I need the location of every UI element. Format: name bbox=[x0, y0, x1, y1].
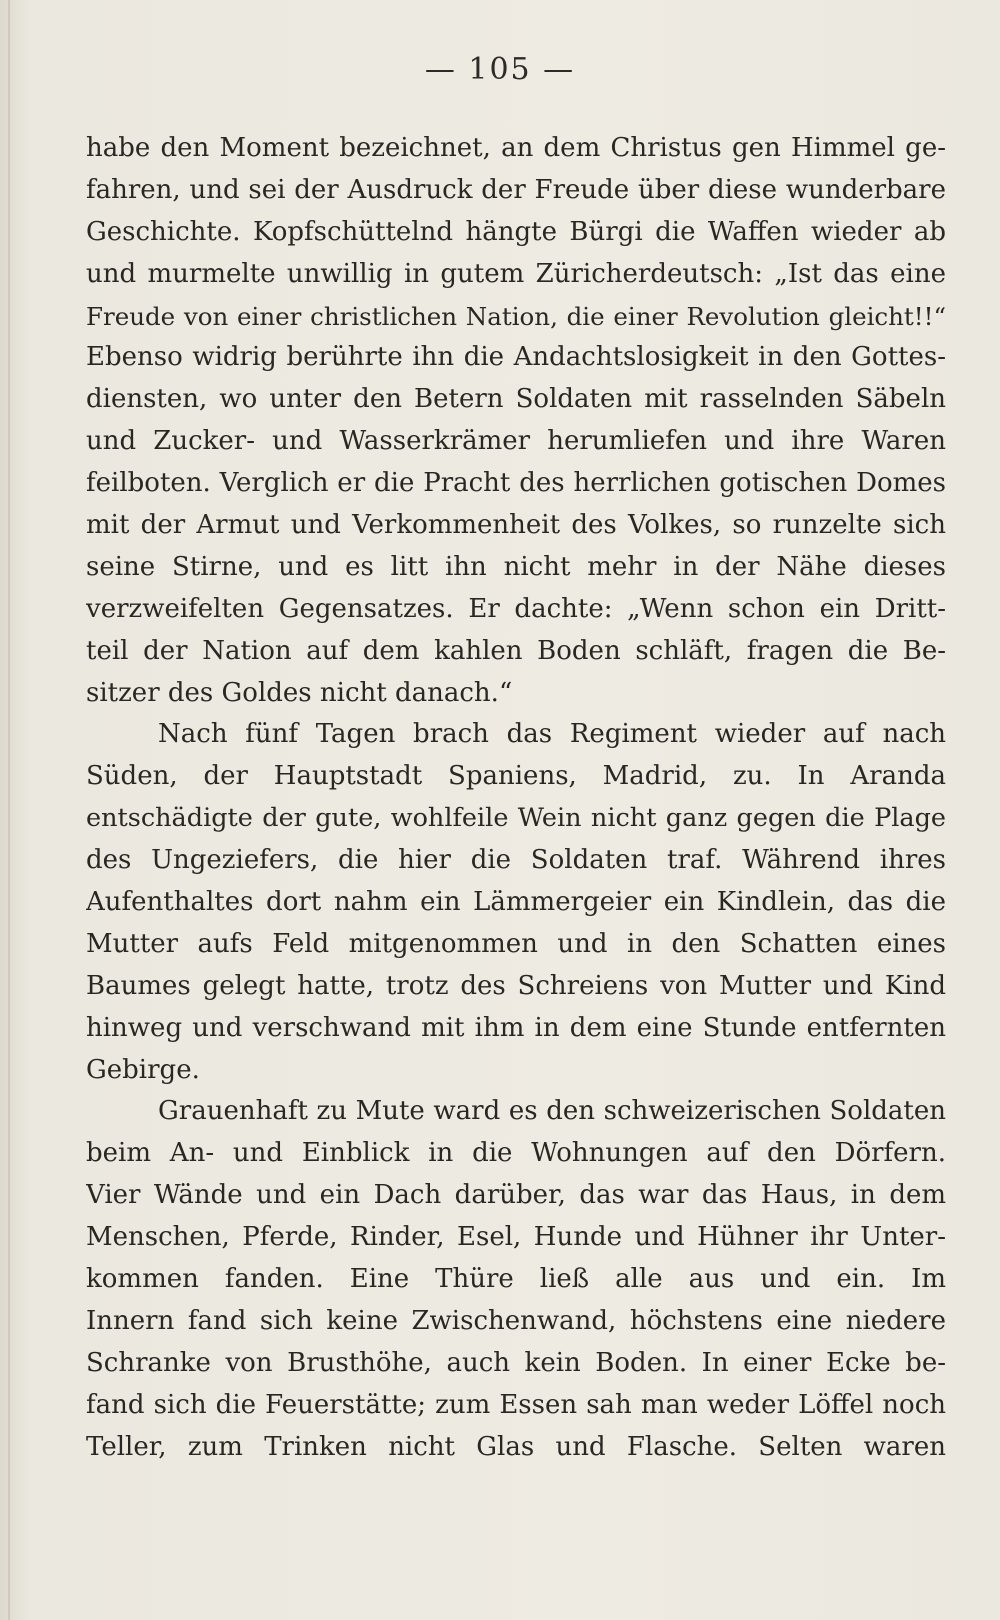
text-line: beim An- und Einblick in die Wohnungen auf den Dörfern. bbox=[86, 1138, 946, 1169]
text-line: Vier Wände und ein Dach darüber, das war das Haus, in dem bbox=[86, 1180, 946, 1211]
body-text bbox=[86, 128, 946, 1469]
text-line: Ebenso widrig berührte ihn die Andachtslosigkeit in den Gottes- bbox=[86, 342, 946, 373]
text-line: Innern fand sich keine Zwischenwand, höchstens eine niedere bbox=[86, 1305, 946, 1336]
page-number: — 105 — bbox=[424, 52, 576, 87]
page-edge bbox=[8, 0, 10, 1620]
text-line: Geschichte. Kopfschüttelnd hängte Bürgi die Waffen wieder ab bbox=[86, 216, 946, 247]
text-line: Mutter aufs Feld mitgenommen und in den Schatten eines bbox=[86, 928, 946, 959]
text-line: Schranke von Brusthöhe, auch kein Boden. In einer Ecke be- bbox=[86, 1347, 946, 1378]
text-line: Teller, zum Trinken nicht Glas und Flasche. Selten waren bbox=[86, 1431, 946, 1462]
text-line: des Ungeziefers, die hier die Soldaten traf. Während ihres bbox=[86, 845, 946, 876]
text-line: Süden, der Hauptstadt Spaniens, Madrid, zu. In Aranda bbox=[86, 761, 946, 792]
text-line: habe den Moment bezeichnet, an dem Christus gen Himmel ge- bbox=[86, 133, 946, 163]
text-line: kommen fanden. Eine Thüre ließ alle aus und ein. Im bbox=[86, 1264, 946, 1295]
text-line: Gebirge. bbox=[86, 1054, 200, 1085]
text-line: Freude von einer christlichen Nation, die einer Revolution gleicht!!“ bbox=[86, 301, 946, 331]
text-line: seine Stirne, und es litt ihn nicht mehr in der Nähe dieses bbox=[86, 551, 946, 582]
text-line: hinweg und verschwand mit ihm in dem eine Stunde entfernten bbox=[86, 1012, 946, 1043]
text-line: Baumes gelegt hatte, trotz des Schreiens von Mutter und Kind bbox=[86, 970, 946, 1001]
text-line: teil der Nation auf dem kahlen Boden schläft, fragen die Be- bbox=[86, 635, 946, 666]
text-line: diensten, wo unter den Betern Soldaten mit rasselnden Säbeln bbox=[86, 384, 946, 415]
text-line: fahren, und sei der Ausdruck der Freude über diese wunderbare bbox=[86, 174, 946, 205]
text-line: und murmelte unwillig in gutem Züricherdeutsch: „Ist das eine bbox=[86, 258, 946, 289]
text-line: verzweifelten Gegensatzes. Er dachte: „Wenn schon ein Dritt- bbox=[86, 593, 946, 624]
text-line: feilboten. Verglich er die Pracht des herrlichen gotischen Domes bbox=[86, 468, 946, 499]
text-line: Nach fünf Tagen brach das Regiment wieder auf nach bbox=[158, 719, 946, 750]
text-line: und Zucker- und Wasserkrämer herumliefen und ihre Waren bbox=[86, 426, 946, 457]
text-line: Menschen, Pferde, Rinder, Esel, Hunde und Hühner ihr Unter- bbox=[86, 1222, 946, 1253]
text-line: mit der Armut und Verkommenheit des Volkes, so runzelte sich bbox=[86, 510, 946, 541]
text-line: fand sich die Feuerstätte; zum Essen sah man weder Löffel noch bbox=[86, 1389, 946, 1420]
text-line: Aufenthaltes dort nahm ein Lämmergeier ein Kindlein, das die bbox=[86, 887, 946, 918]
text-line: entschädigte der gute, wohlfeile Wein nicht ganz gegen die Plage bbox=[86, 803, 946, 834]
text-line: Grauenhaft zu Mute ward es den schweizerischen Soldaten bbox=[158, 1096, 946, 1127]
text-line: sitzer des Goldes nicht danach.“ bbox=[86, 677, 513, 708]
